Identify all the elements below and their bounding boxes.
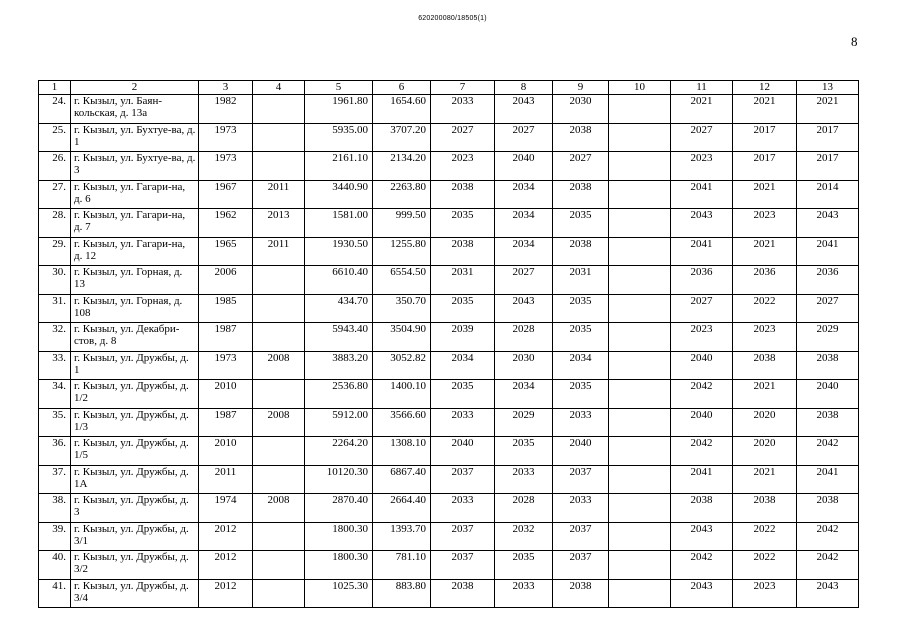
table-cell: 2042 xyxy=(797,522,859,551)
table-cell: 999.50 xyxy=(373,209,431,238)
table-cell: 2033 xyxy=(431,95,495,124)
address-cell: г. Кызыл, ул. Гагари-на, д. 12 xyxy=(71,237,199,266)
table-cell: 2038 xyxy=(431,180,495,209)
row-number: 31. xyxy=(39,294,71,323)
table-cell xyxy=(609,465,671,494)
table-cell: 2035 xyxy=(495,437,553,466)
table-cell: 2023 xyxy=(733,209,797,238)
table-cell: 2035 xyxy=(495,551,553,580)
table-cell: 2038 xyxy=(797,494,859,523)
table-cell: 1400.10 xyxy=(373,380,431,409)
table-cell: 6554.50 xyxy=(373,266,431,295)
table-cell xyxy=(609,123,671,152)
table-cell: 2041 xyxy=(671,180,733,209)
table-cell: 2037 xyxy=(553,465,609,494)
table-cell: 5935.00 xyxy=(305,123,373,152)
table-cell: 1930.50 xyxy=(305,237,373,266)
row-number: 38. xyxy=(39,494,71,523)
table-cell: 2040 xyxy=(553,437,609,466)
table-cell: 2034 xyxy=(553,351,609,380)
table-row xyxy=(39,294,859,323)
row-number: 30. xyxy=(39,266,71,295)
table-row xyxy=(39,237,859,266)
table-cell xyxy=(609,266,671,295)
table-cell: 2042 xyxy=(671,380,733,409)
table-cell: 2134.20 xyxy=(373,152,431,181)
table-cell: 2006 xyxy=(199,266,253,295)
row-number: 24. xyxy=(39,95,71,124)
table-cell: 2041 xyxy=(797,237,859,266)
table-cell xyxy=(609,209,671,238)
table-cell: 2034 xyxy=(495,237,553,266)
table-cell: 2017 xyxy=(797,152,859,181)
document-id: 620200080/18505(1) xyxy=(418,15,487,22)
table-cell: 1967 xyxy=(199,180,253,209)
table-cell: 1962 xyxy=(199,209,253,238)
address-cell: г. Кызыл, ул. Декабри-стов, д. 8 xyxy=(71,323,199,352)
table-cell: 2017 xyxy=(733,152,797,181)
table-cell xyxy=(609,437,671,466)
table-cell: 2034 xyxy=(495,180,553,209)
table-cell: 3566.60 xyxy=(373,408,431,437)
table-cell: 1974 xyxy=(199,494,253,523)
page-number: 8 xyxy=(851,34,858,49)
table-cell: 2022 xyxy=(733,522,797,551)
table-cell: 2035 xyxy=(553,323,609,352)
table-cell: 2012 xyxy=(199,579,253,608)
row-number: 29. xyxy=(39,237,71,266)
table-cell xyxy=(253,323,305,352)
table-cell: 2014 xyxy=(797,180,859,209)
column-header: 10 xyxy=(609,81,671,95)
column-header: 6 xyxy=(373,81,431,95)
row-number: 26. xyxy=(39,152,71,181)
table-cell: 1987 xyxy=(199,408,253,437)
table-cell: 1581.00 xyxy=(305,209,373,238)
table-cell: 2042 xyxy=(797,551,859,580)
table-cell: 2017 xyxy=(797,123,859,152)
table-cell xyxy=(253,522,305,551)
housing-table xyxy=(38,80,859,608)
table-cell: 2021 xyxy=(733,180,797,209)
table-cell: 2033 xyxy=(431,408,495,437)
row-number: 27. xyxy=(39,180,71,209)
table-cell: 3707.20 xyxy=(373,123,431,152)
address-cell: г. Кызыл, ул. Дружбы, д. 3/4 xyxy=(71,579,199,608)
table-cell: 2028 xyxy=(495,323,553,352)
table-cell: 2027 xyxy=(495,123,553,152)
table-row xyxy=(39,266,859,295)
table-cell: 2033 xyxy=(553,494,609,523)
table-cell: 2020 xyxy=(733,408,797,437)
table-cell xyxy=(609,294,671,323)
address-cell: г. Кызыл, ул. Дружбы, д. 3 xyxy=(71,494,199,523)
table-cell: 2010 xyxy=(199,437,253,466)
table-cell: 2038 xyxy=(553,579,609,608)
table-cell xyxy=(253,579,305,608)
column-header: 13 xyxy=(797,81,859,95)
table-cell: 2038 xyxy=(733,494,797,523)
table-cell: 2037 xyxy=(431,522,495,551)
column-header: 7 xyxy=(431,81,495,95)
table-cell: 2038 xyxy=(553,237,609,266)
table-cell xyxy=(253,95,305,124)
table-cell: 3052.82 xyxy=(373,351,431,380)
table-cell: 3883.20 xyxy=(305,351,373,380)
column-header: 1 xyxy=(39,81,71,95)
address-cell: г. Кызыл, ул. Дружбы, д. 3/2 xyxy=(71,551,199,580)
table-cell: 2031 xyxy=(553,266,609,295)
table-cell: 2011 xyxy=(253,180,305,209)
address-cell: г. Кызыл, ул. Горная, д. 108 xyxy=(71,294,199,323)
table-cell: 6610.40 xyxy=(305,266,373,295)
table-cell: 2264.20 xyxy=(305,437,373,466)
table-cell: 2023 xyxy=(671,152,733,181)
table-cell xyxy=(253,380,305,409)
address-cell: г. Кызыл, ул. Дружбы, д. 1/5 xyxy=(71,437,199,466)
table-cell: 2033 xyxy=(553,408,609,437)
address-cell: г. Кызыл, ул. Бухтуе-ва, д. 1 xyxy=(71,123,199,152)
row-number: 34. xyxy=(39,380,71,409)
table-row xyxy=(39,380,859,409)
table-cell xyxy=(253,465,305,494)
table-cell: 1961.80 xyxy=(305,95,373,124)
address-cell: г. Кызыл, ул. Дружбы, д. 3/1 xyxy=(71,522,199,551)
row-number: 41. xyxy=(39,579,71,608)
table-cell: 2040 xyxy=(671,351,733,380)
table-cell: 1973 xyxy=(199,152,253,181)
table-cell: 1255.80 xyxy=(373,237,431,266)
table-cell: 5912.00 xyxy=(305,408,373,437)
table-cell xyxy=(609,323,671,352)
row-number: 32. xyxy=(39,323,71,352)
table-header-row xyxy=(39,81,859,95)
table-cell xyxy=(253,152,305,181)
table-cell: 2037 xyxy=(431,465,495,494)
address-cell: г. Кызыл, ул. Гагари-на, д. 7 xyxy=(71,209,199,238)
table-cell: 2030 xyxy=(495,351,553,380)
column-header: 5 xyxy=(305,81,373,95)
table-cell: 2037 xyxy=(431,551,495,580)
table-cell xyxy=(609,494,671,523)
table-cell: 2023 xyxy=(671,323,733,352)
table-row xyxy=(39,408,859,437)
row-number: 39. xyxy=(39,522,71,551)
table-row xyxy=(39,437,859,466)
table-cell: 2043 xyxy=(797,209,859,238)
table-cell: 1965 xyxy=(199,237,253,266)
column-header: 4 xyxy=(253,81,305,95)
table-cell: 2027 xyxy=(495,266,553,295)
address-cell: г. Кызыл, ул. Дружбы, д. 1А xyxy=(71,465,199,494)
table-cell: 2034 xyxy=(495,209,553,238)
table-cell: 1393.70 xyxy=(373,522,431,551)
table-cell: 2038 xyxy=(553,123,609,152)
table-cell: 2040 xyxy=(495,152,553,181)
table-row xyxy=(39,323,859,352)
table-cell: 2021 xyxy=(671,95,733,124)
table-cell: 2008 xyxy=(253,408,305,437)
address-cell: г. Кызыл, ул. Дружбы, д. 1/2 xyxy=(71,380,199,409)
table-cell xyxy=(609,522,671,551)
row-number: 36. xyxy=(39,437,71,466)
table-row xyxy=(39,351,859,380)
table-cell: 2022 xyxy=(733,294,797,323)
table-cell: 1982 xyxy=(199,95,253,124)
table-cell: 2023 xyxy=(733,323,797,352)
table-cell: 2043 xyxy=(495,294,553,323)
table-cell: 2035 xyxy=(431,209,495,238)
table-cell xyxy=(253,437,305,466)
table-cell: 2021 xyxy=(733,237,797,266)
table-cell: 2036 xyxy=(733,266,797,295)
table-cell: 2038 xyxy=(733,351,797,380)
table-cell: 2040 xyxy=(671,408,733,437)
address-cell: г. Кызыл, ул. Горная, д. 13 xyxy=(71,266,199,295)
table-cell: 2035 xyxy=(553,209,609,238)
table-cell: 2027 xyxy=(553,152,609,181)
table-cell: 6867.40 xyxy=(373,465,431,494)
row-number: 25. xyxy=(39,123,71,152)
table-row xyxy=(39,180,859,209)
table-cell: 434.70 xyxy=(305,294,373,323)
table-cell: 2008 xyxy=(253,494,305,523)
table-cell: 2043 xyxy=(671,579,733,608)
table-cell: 2038 xyxy=(431,579,495,608)
table-cell: 2023 xyxy=(733,579,797,608)
table-row xyxy=(39,465,859,494)
table-row xyxy=(39,579,859,608)
column-header: 9 xyxy=(553,81,609,95)
column-header: 8 xyxy=(495,81,553,95)
table-cell: 2029 xyxy=(495,408,553,437)
table-cell: 2021 xyxy=(733,95,797,124)
table-cell: 1985 xyxy=(199,294,253,323)
table-cell: 2027 xyxy=(671,123,733,152)
table-row xyxy=(39,95,859,124)
table-cell: 2038 xyxy=(797,351,859,380)
table-cell: 2042 xyxy=(671,551,733,580)
address-cell: г. Кызыл, ул. Гагари-на, д. 6 xyxy=(71,180,199,209)
table-cell: 1025.30 xyxy=(305,579,373,608)
table-cell: 2040 xyxy=(431,437,495,466)
table-cell: 2029 xyxy=(797,323,859,352)
table-cell: 1654.60 xyxy=(373,95,431,124)
table-cell: 2035 xyxy=(431,380,495,409)
table-cell: 781.10 xyxy=(373,551,431,580)
table-cell: 2042 xyxy=(671,437,733,466)
table-cell: 2041 xyxy=(671,237,733,266)
table-cell: 2037 xyxy=(553,522,609,551)
table-cell xyxy=(609,551,671,580)
table-row xyxy=(39,494,859,523)
table-cell xyxy=(609,180,671,209)
table-cell: 1308.10 xyxy=(373,437,431,466)
table-cell: 2027 xyxy=(797,294,859,323)
table-cell: 2664.40 xyxy=(373,494,431,523)
table-cell: 1800.30 xyxy=(305,522,373,551)
table-row xyxy=(39,522,859,551)
column-header: 3 xyxy=(199,81,253,95)
row-number: 33. xyxy=(39,351,71,380)
table-cell: 2036 xyxy=(797,266,859,295)
table-cell: 3504.90 xyxy=(373,323,431,352)
table-cell: 2017 xyxy=(733,123,797,152)
table-cell: 2030 xyxy=(553,95,609,124)
table-cell: 2043 xyxy=(797,579,859,608)
table-cell: 2035 xyxy=(553,380,609,409)
table-cell: 10120.30 xyxy=(305,465,373,494)
table-cell: 2038 xyxy=(671,494,733,523)
row-number: 28. xyxy=(39,209,71,238)
table-cell xyxy=(609,380,671,409)
table-row xyxy=(39,551,859,580)
table-cell: 2011 xyxy=(199,465,253,494)
table-cell: 2013 xyxy=(253,209,305,238)
table-cell: 2021 xyxy=(797,95,859,124)
table-cell: 2041 xyxy=(797,465,859,494)
table-cell: 2034 xyxy=(431,351,495,380)
table-cell: 2032 xyxy=(495,522,553,551)
table-cell: 2012 xyxy=(199,551,253,580)
table-cell: 2041 xyxy=(671,465,733,494)
address-cell: г. Кызыл, ул. Дружбы, д. 1 xyxy=(71,351,199,380)
table-cell xyxy=(609,408,671,437)
table-cell: 3440.90 xyxy=(305,180,373,209)
column-header: 2 xyxy=(71,81,199,95)
table-cell: 1973 xyxy=(199,123,253,152)
table-cell: 2022 xyxy=(733,551,797,580)
table-cell xyxy=(253,123,305,152)
column-header: 11 xyxy=(671,81,733,95)
table-cell: 2036 xyxy=(671,266,733,295)
table-cell: 2011 xyxy=(253,237,305,266)
row-number: 37. xyxy=(39,465,71,494)
table-cell: 2033 xyxy=(431,494,495,523)
table-cell: 1973 xyxy=(199,351,253,380)
table-cell: 2038 xyxy=(797,408,859,437)
column-header: 12 xyxy=(733,81,797,95)
table-cell: 2043 xyxy=(671,209,733,238)
table-cell: 1800.30 xyxy=(305,551,373,580)
address-cell: г. Кызыл, ул. Баян-кольская, д. 13а xyxy=(71,95,199,124)
table-cell xyxy=(609,237,671,266)
table-cell: 2021 xyxy=(733,380,797,409)
table-cell: 2010 xyxy=(199,380,253,409)
table-cell xyxy=(253,551,305,580)
table-cell: 5943.40 xyxy=(305,323,373,352)
table-cell: 2161.10 xyxy=(305,152,373,181)
table-cell xyxy=(253,294,305,323)
table-cell: 2039 xyxy=(431,323,495,352)
address-cell: г. Кызыл, ул. Бухтуе-ва, д. 3 xyxy=(71,152,199,181)
table-cell: 2038 xyxy=(553,180,609,209)
table-cell: 2038 xyxy=(431,237,495,266)
table-cell: 2028 xyxy=(495,494,553,523)
table-cell xyxy=(609,152,671,181)
table-cell: 1987 xyxy=(199,323,253,352)
table-cell: 2033 xyxy=(495,579,553,608)
table-cell xyxy=(609,579,671,608)
table-row xyxy=(39,123,859,152)
table-cell: 2043 xyxy=(495,95,553,124)
table-cell xyxy=(253,266,305,295)
table-cell xyxy=(609,351,671,380)
table-cell: 2870.40 xyxy=(305,494,373,523)
table-cell: 2040 xyxy=(797,380,859,409)
table-cell: 2008 xyxy=(253,351,305,380)
table-cell: 2034 xyxy=(495,380,553,409)
table-cell: 2033 xyxy=(495,465,553,494)
row-number: 35. xyxy=(39,408,71,437)
table-cell: 2027 xyxy=(671,294,733,323)
table-cell: 2031 xyxy=(431,266,495,295)
table-cell: 2042 xyxy=(797,437,859,466)
row-number: 40. xyxy=(39,551,71,580)
table-cell: 2043 xyxy=(671,522,733,551)
table-cell: 2037 xyxy=(553,551,609,580)
table-row xyxy=(39,209,859,238)
table-cell: 2027 xyxy=(431,123,495,152)
table-cell: 883.80 xyxy=(373,579,431,608)
address-cell: г. Кызыл, ул. Дружбы, д. 1/3 xyxy=(71,408,199,437)
table-cell: 2035 xyxy=(431,294,495,323)
table-cell: 2035 xyxy=(553,294,609,323)
table-cell xyxy=(609,95,671,124)
table-cell: 2012 xyxy=(199,522,253,551)
table-cell: 2020 xyxy=(733,437,797,466)
table-row xyxy=(39,152,859,181)
table-cell: 350.70 xyxy=(373,294,431,323)
table-cell: 2536.80 xyxy=(305,380,373,409)
table-cell: 2021 xyxy=(733,465,797,494)
table-cell: 2263.80 xyxy=(373,180,431,209)
table-cell: 2023 xyxy=(431,152,495,181)
